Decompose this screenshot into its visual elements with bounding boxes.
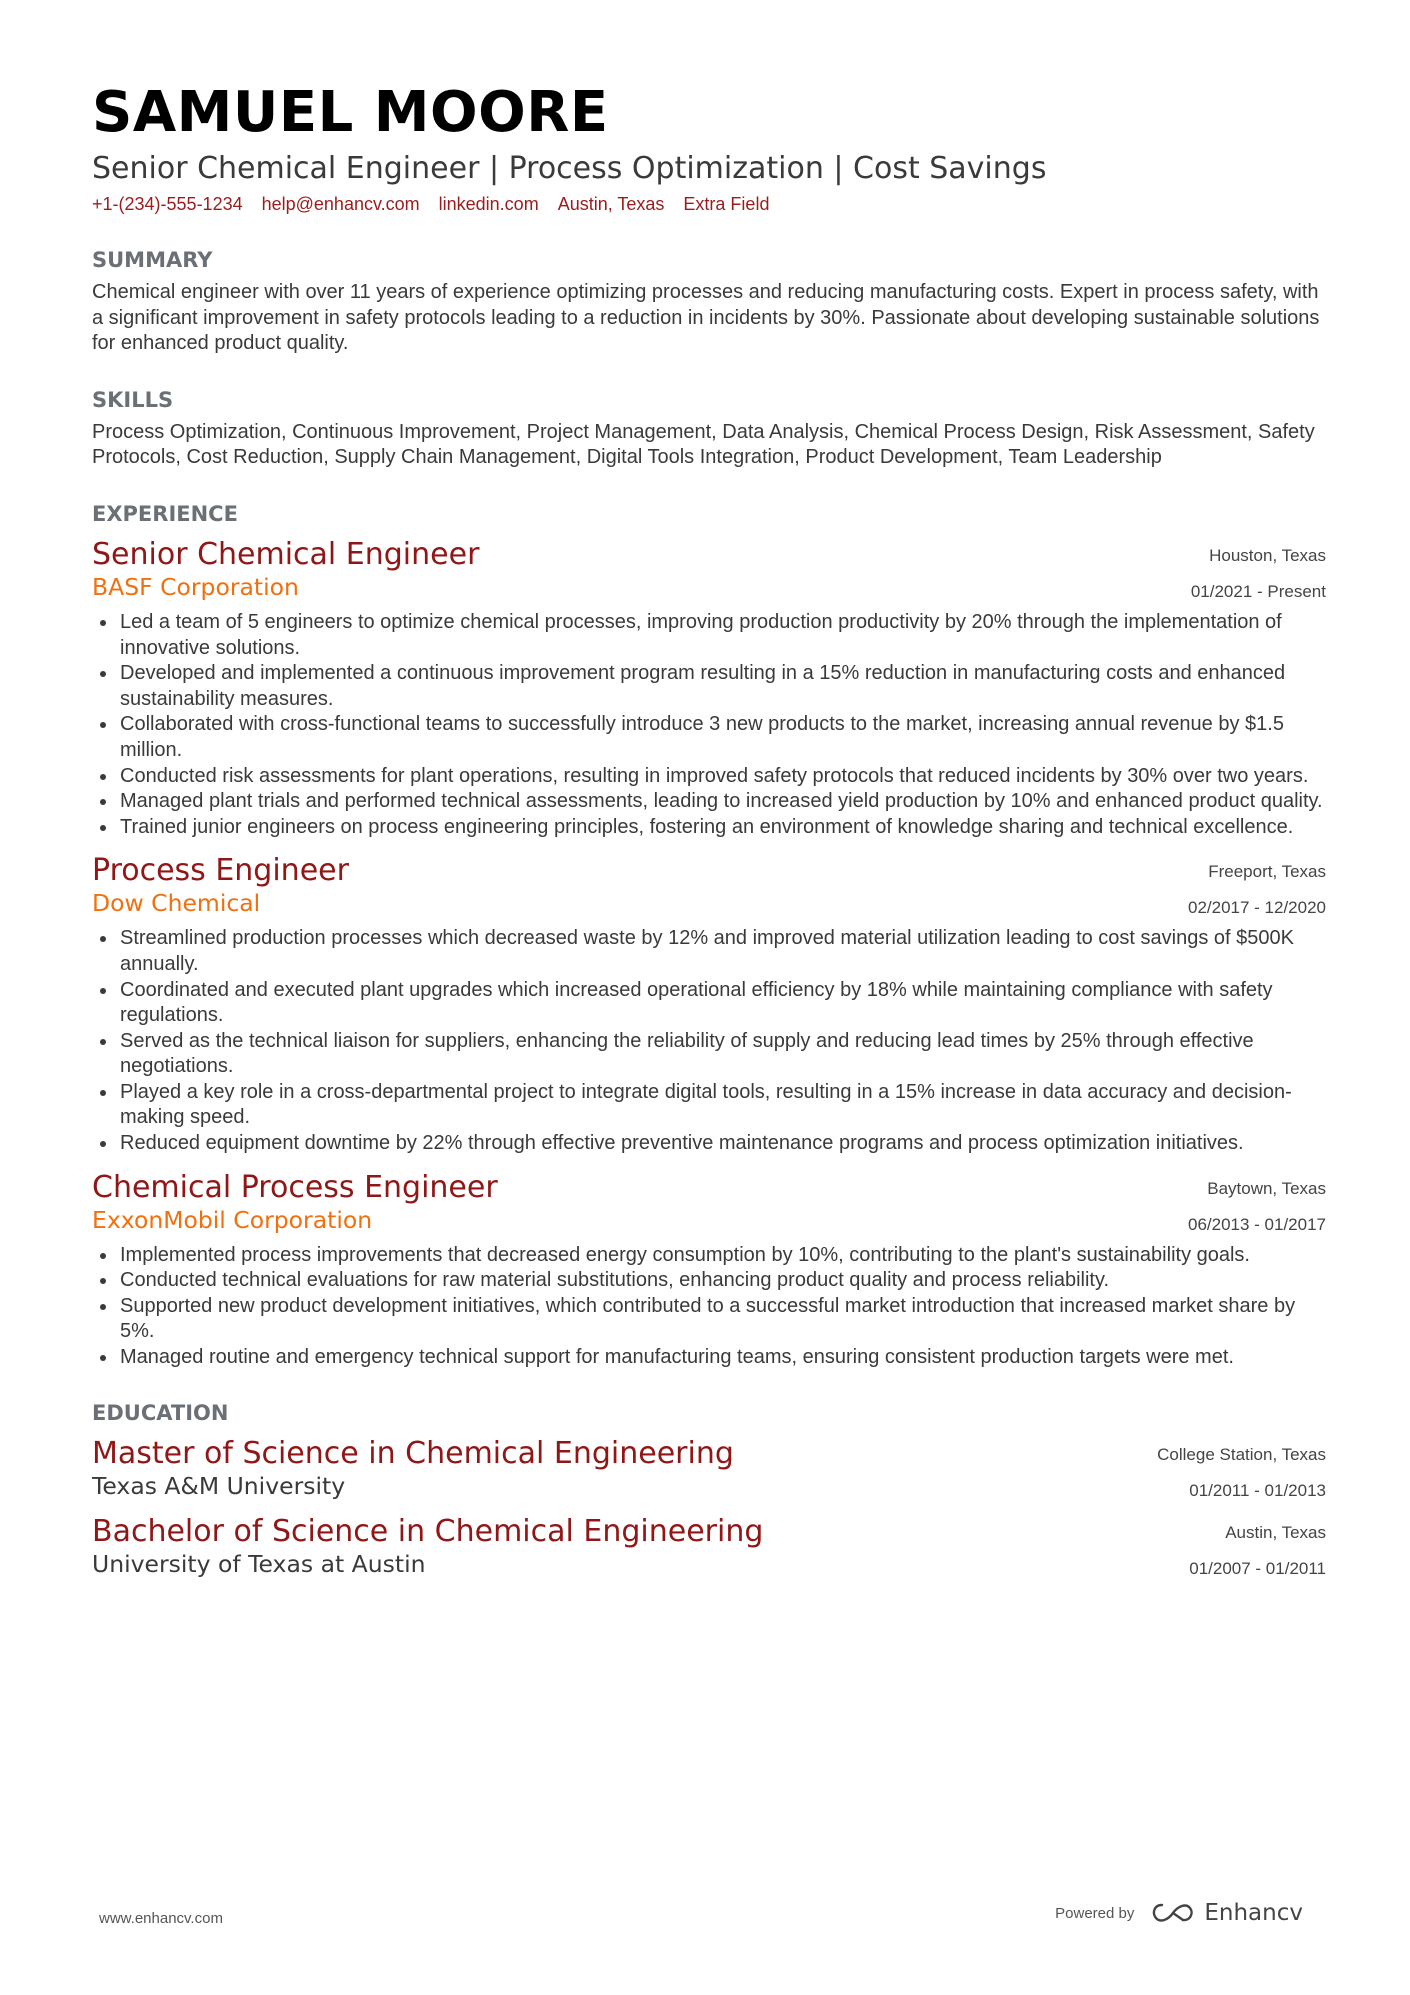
- headline: Senior Chemical Engineer | Process Optimization | Cost Savings: [92, 151, 1047, 186]
- experience-entry: [92, 538, 1326, 840]
- education-location: Austin, Texas: [1225, 1522, 1326, 1542]
- degree-title: Bachelor of Science in Chemical Engineering: [92, 1513, 764, 1549]
- skills-heading: SKILLS: [92, 387, 174, 412]
- resume-page: [92, 78, 1326, 1579]
- education-dates: 01/2007 - 01/2011: [1189, 1558, 1326, 1578]
- job-location: Baytown, Texas: [1207, 1178, 1326, 1198]
- job-location: Freeport, Texas: [1208, 862, 1326, 882]
- school-name: University of Texas at Austin: [92, 1549, 426, 1578]
- achievement-item: Implemented process improvements that decreased energy consumption by 10%, contributing to the plant's sustainability goals.: [92, 1243, 1326, 1269]
- company-name: BASF Corporation: [92, 572, 299, 601]
- contact-location: Austin, Texas: [557, 194, 665, 214]
- achievement-item: Served as the technical liaison for suppliers, enhancing the reliability of supply and reducing lead times by 25% through effective negotiations.: [92, 1029, 1326, 1080]
- footer-branding: [1055, 1900, 1303, 1926]
- contact-bar: [92, 192, 1326, 216]
- achievement-list: [92, 610, 1326, 840]
- achievement-item: Collaborated with cross-functional teams to successfully introduce 3 new products to the market, increasing annual revenue by $1.5 million.: [92, 712, 1326, 763]
- education-location: College Station, Texas: [1157, 1444, 1326, 1464]
- job-location: Houston, Texas: [1209, 545, 1326, 565]
- achievement-item: Reduced equipment downtime by 22% through effective preventive maintenance programs and process optimization initiatives.: [92, 1131, 1326, 1157]
- experience-entry: [92, 1171, 1326, 1371]
- achievement-item: Managed plant trials and performed technical assessments, leading to increased yield production by 10% and enhanced product quality.: [92, 789, 1326, 815]
- job-title: Chemical Process Engineer: [92, 1169, 498, 1205]
- degree-title: Master of Science in Chemical Engineering: [92, 1435, 734, 1471]
- education-entry: [92, 1515, 1326, 1579]
- education-meta: [1157, 1437, 1326, 1509]
- skills-text: Process Optimization, Continuous Improvement, Project Management, Data Analysis, Chemical Process Design, Risk Assessment, Safety Protocols, Cost Reduction, Supply Chain Management, Digital Tools Integration, Product Development, Team Leadership: [92, 420, 1315, 469]
- job-title: Process Engineer: [92, 853, 349, 889]
- job-title: Senior Chemical Engineer: [92, 536, 480, 572]
- enhancv-logo-icon: [1150, 1901, 1196, 1925]
- brand-name: Enhancv: [1204, 1900, 1303, 1926]
- job-dates: 06/2013 - 01/2017: [1187, 1214, 1326, 1234]
- contact-linkedin[interactable]: linkedin.com: [438, 194, 539, 214]
- job-dates: 01/2021 - Present: [1190, 581, 1326, 601]
- education-dates: 01/2011 - 01/2013: [1189, 1480, 1326, 1500]
- achievement-item: Conducted technical evaluations for raw material substitutions, enhancing product quality and process reliability.: [92, 1268, 1326, 1294]
- contact-extra: Extra Field: [683, 194, 770, 214]
- achievement-item: Conducted risk assessments for plant operations, resulting in improved safety protocols that reduced incidents by 30% over two years.: [92, 764, 1326, 790]
- achievement-item: Coordinated and executed plant upgrades which increased operational efficiency by 18% while maintaining compliance with safety regulations.: [92, 978, 1326, 1029]
- experience-entry: [92, 854, 1326, 1156]
- summary-text: Chemical engineer with over 11 years of experience optimizing processes and reducing manufacturing costs. Expert in process safety, with a significant improvement in safety protocols leading to a reduction in incidents by 30%. Passionate about developing sustainable solutions for enhanced product quality.: [92, 281, 1320, 355]
- achievement-item: Played a key role in a cross-departmental project to integrate digital tools, resulting in a 15% increase in data accuracy and decision-making speed.: [92, 1080, 1326, 1131]
- achievement-item: Supported new product development initiatives, which contributed to a successful market introduction that increased market share by 5%.: [92, 1294, 1326, 1345]
- achievement-item: Trained junior engineers on process engineering principles, fostering an environment of knowledge sharing and technical excellence.: [92, 815, 1326, 841]
- company-name: Dow Chemical: [92, 889, 261, 918]
- contact-phone[interactable]: +1-(234)-555-1234: [92, 194, 243, 214]
- company-name: ExxonMobil Corporation: [92, 1205, 373, 1234]
- job-meta: [1188, 1171, 1326, 1243]
- achievement-item: Managed routine and emergency technical support for manufacturing teams, ensuring consistent production targets were met.: [92, 1345, 1326, 1371]
- candidate-name: SAMUEL MOORE: [92, 80, 609, 145]
- brand-logo[interactable]: [1150, 1900, 1303, 1926]
- achievement-item: Developed and implemented a continuous improvement program resulting in a 15% reduction in manufacturing costs and enhanced sustainability measures.: [92, 661, 1326, 712]
- powered-by-label: Powered by: [1055, 1904, 1135, 1922]
- summary-heading: SUMMARY: [92, 248, 213, 272]
- job-meta: [1188, 854, 1326, 926]
- education-list: [92, 1437, 1326, 1579]
- contact-email[interactable]: help@enhancv.com: [261, 194, 420, 214]
- achievement-list: [92, 1243, 1326, 1371]
- experience-list: [92, 538, 1326, 1371]
- education-entry: [92, 1437, 1326, 1501]
- achievement-list: [92, 926, 1326, 1156]
- job-meta: [1191, 538, 1326, 610]
- footer-website[interactable]: www.enhancv.com: [99, 1910, 223, 1927]
- achievement-item: Streamlined production processes which decreased waste by 12% and improved material utilization leading to cost savings of $500K annually.: [92, 926, 1326, 977]
- education-heading: EDUCATION: [92, 1400, 229, 1425]
- experience-heading: EXPERIENCE: [92, 501, 238, 526]
- achievement-item: Led a team of 5 engineers to optimize chemical processes, improving production productivity by 20% through the implementation of innovative solutions.: [92, 610, 1326, 661]
- job-dates: 02/2017 - 12/2020: [1187, 898, 1326, 918]
- education-meta: [1189, 1515, 1326, 1587]
- school-name: Texas A&M University: [92, 1471, 346, 1500]
